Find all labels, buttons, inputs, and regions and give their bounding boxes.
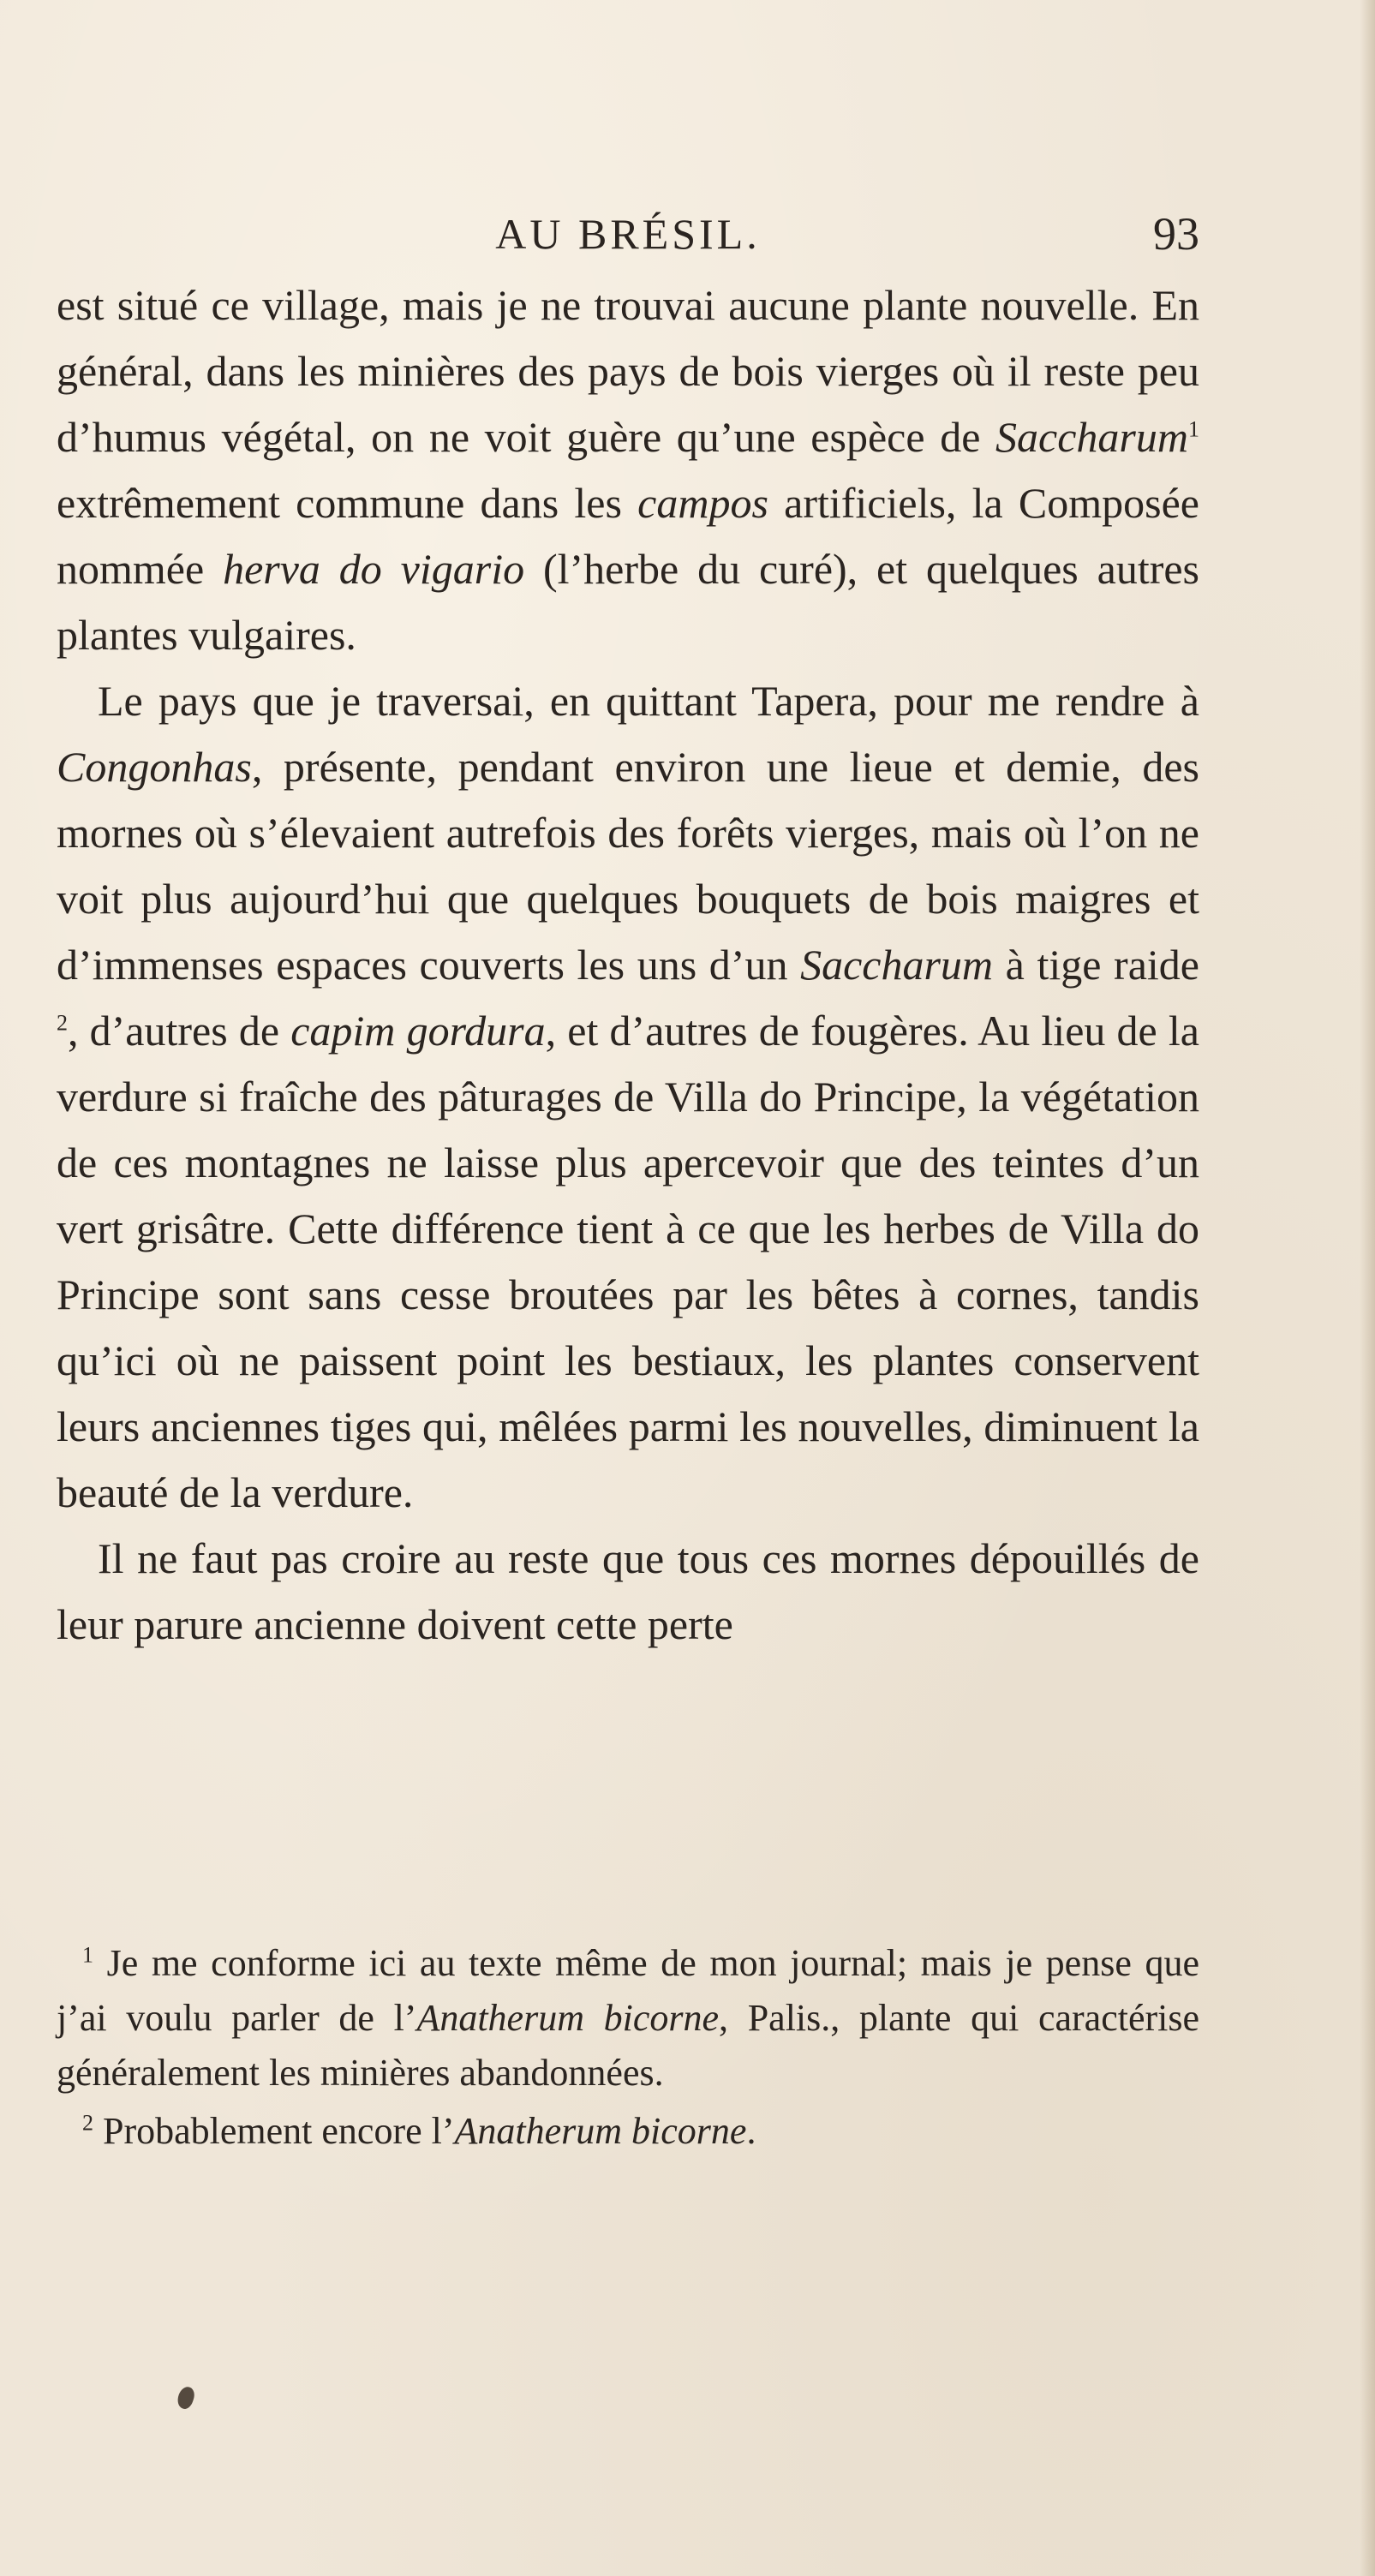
text-run: , présente, pendant environ une lieue et demie, des mornes où s’élevaient autrefois des forêts vierges, mais où l’on ne voit plus aujourd’hui que quelques bouquets de bois maigres et d’immenses espaces couverts les uns d’un bbox=[57, 743, 1199, 989]
footnote-2 bbox=[57, 2104, 1199, 2159]
italic-term: campos bbox=[637, 479, 768, 527]
paragraph-1 bbox=[57, 272, 1199, 668]
italic-term: Anatherum bicorne bbox=[416, 1997, 720, 2039]
text-run: est situé ce village, mais je ne trouvai aucune plante nouvelle. En général, dans les minières des pays de bois vierges où il reste peu d’humus végétal, on ne voit guère qu’une espèce de bbox=[57, 281, 1199, 461]
italic-term: Anatherum bicorne bbox=[454, 2110, 747, 2152]
italic-term: Saccharum bbox=[995, 413, 1188, 461]
paragraph-2 bbox=[57, 668, 1199, 1526]
text-run: artificiels, la Composée nommée bbox=[57, 479, 1199, 593]
text-run: , d’autres de bbox=[68, 1007, 291, 1055]
text-run: Je me conforme ici au texte même de mon journal; mais je pense que j’ai voulu parler de l’ bbox=[57, 1942, 1199, 2039]
footnote-marker: 2 bbox=[57, 1010, 68, 1036]
text-run: (l’herbe du curé), et quelques autres plantes vulgaires. bbox=[57, 545, 1200, 659]
footnotes bbox=[57, 1936, 1199, 2159]
text-run: à tige raide bbox=[993, 941, 1199, 989]
italic-term: Saccharum bbox=[800, 941, 994, 989]
page-header bbox=[57, 195, 1199, 272]
page-edge-shadow bbox=[1360, 0, 1375, 2576]
text-run: Probablement encore l’ bbox=[93, 2110, 455, 2152]
footnote-marker: 1 bbox=[82, 1942, 93, 1968]
page-number: 93 bbox=[1153, 208, 1199, 260]
paragraph-3 bbox=[57, 1526, 1199, 1658]
footnote-marker: 1 bbox=[1188, 416, 1199, 442]
italic-term: herva do vigario bbox=[223, 545, 525, 593]
text-run: , Palis., plante qui caractérise généralement les minières abandonnées. bbox=[57, 1997, 1200, 2094]
text-run: Il ne faut pas croire au reste que tous ces mornes dépouillés de leur parure ancienne doivent cette perte bbox=[57, 1534, 1199, 1648]
text-run: , et d’autres de fougères. Au lieu de la verdure si fraîche des pâturages de Villa do Principe, la végétation de ces montagnes ne laisse plus apercevoir que des teintes d’un vert grisâtre. Cette différence tient à ce que les herbes de Villa do Principe sont sans cesse broutées par les bêtes à cornes, tandis qu’ici où ne paissent point les bestiaux, les plantes conservent leurs anciennes tiges qui, mêlées parmi les nouvelles, diminuent la beauté de la verdure. bbox=[57, 1007, 1199, 1516]
ink-spot-mark bbox=[175, 2385, 197, 2412]
footnote-marker: 2 bbox=[82, 2110, 93, 2136]
italic-term: Congonhas bbox=[57, 743, 252, 791]
text-run: . bbox=[746, 2110, 756, 2152]
text-run: extrêmement commune dans les bbox=[57, 479, 638, 527]
body-text bbox=[57, 272, 1199, 1658]
text-run: Le pays que je traversai, en quittant Tapera, pour me rendre à bbox=[98, 677, 1199, 725]
footnote-1 bbox=[57, 1936, 1199, 2101]
italic-term: capim gordura bbox=[290, 1007, 546, 1055]
running-title: AU BRÉSIL. bbox=[495, 210, 761, 258]
